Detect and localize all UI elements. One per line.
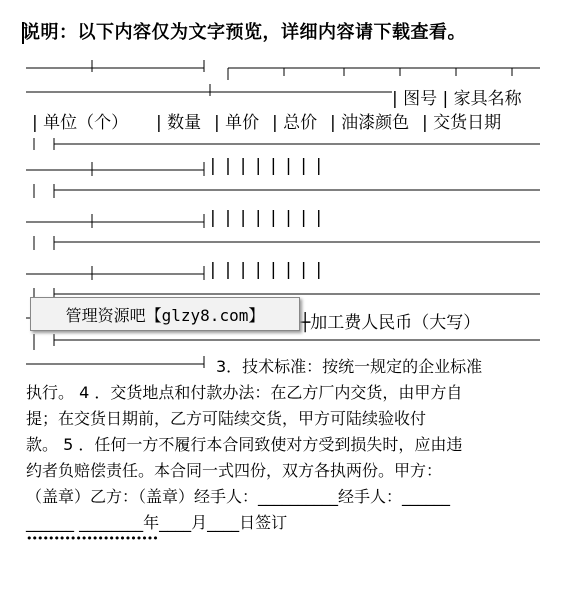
paragraph-line-5: 约者负赔偿责任。本合同一式四份，双方各执两份。甲方：	[26, 461, 443, 480]
watermark-banner: 管理资源吧【glzy8.com】	[30, 297, 300, 331]
pipes-row-3: | | | | | | | |	[210, 260, 324, 280]
col-price: | 单价	[214, 113, 260, 133]
paragraph-line-1: 3．技术标准：按统一规定的企业标准	[216, 357, 483, 376]
paragraph-line-3: 提；在交货日期前，乙方可陆续交货，甲方可陆续验收付	[26, 409, 427, 428]
dotted-leader: ••••••••••••••••••••••••	[26, 532, 158, 545]
col-paint: | 油漆颜色	[330, 113, 410, 133]
header-row1: | 图号 | 家具名称	[392, 89, 522, 109]
paragraph-line-4: 款。 5 ．任何一方不履行本合同致使对方受到损失时，应由违	[26, 435, 463, 454]
paragraph-line-2: 执行。 4 ．交货地点和付款办法：在乙方厂内交货，由甲方自	[26, 383, 463, 402]
processing-fee-label: ┼加工费人民币（大写）	[300, 313, 481, 333]
col-qty: | 数量	[156, 113, 202, 133]
preview-notice: 说明：以下内容仅为文字预览，详细内容请下载查看。	[22, 22, 466, 43]
col-date: | 交货日期	[422, 113, 502, 133]
paragraph-line-7: ______ ________年____月____日签订	[26, 513, 288, 532]
pipes-row-1: | | | | | | | |	[210, 156, 324, 176]
col-total: | 总价	[272, 113, 318, 133]
paragraph-line-6: （盖章）乙方：（盖章）经手人：__________经手人：______	[26, 487, 451, 506]
col-unit: | 单位（个）	[32, 113, 129, 133]
pipes-row-2: | | | | | | | |	[210, 208, 324, 228]
